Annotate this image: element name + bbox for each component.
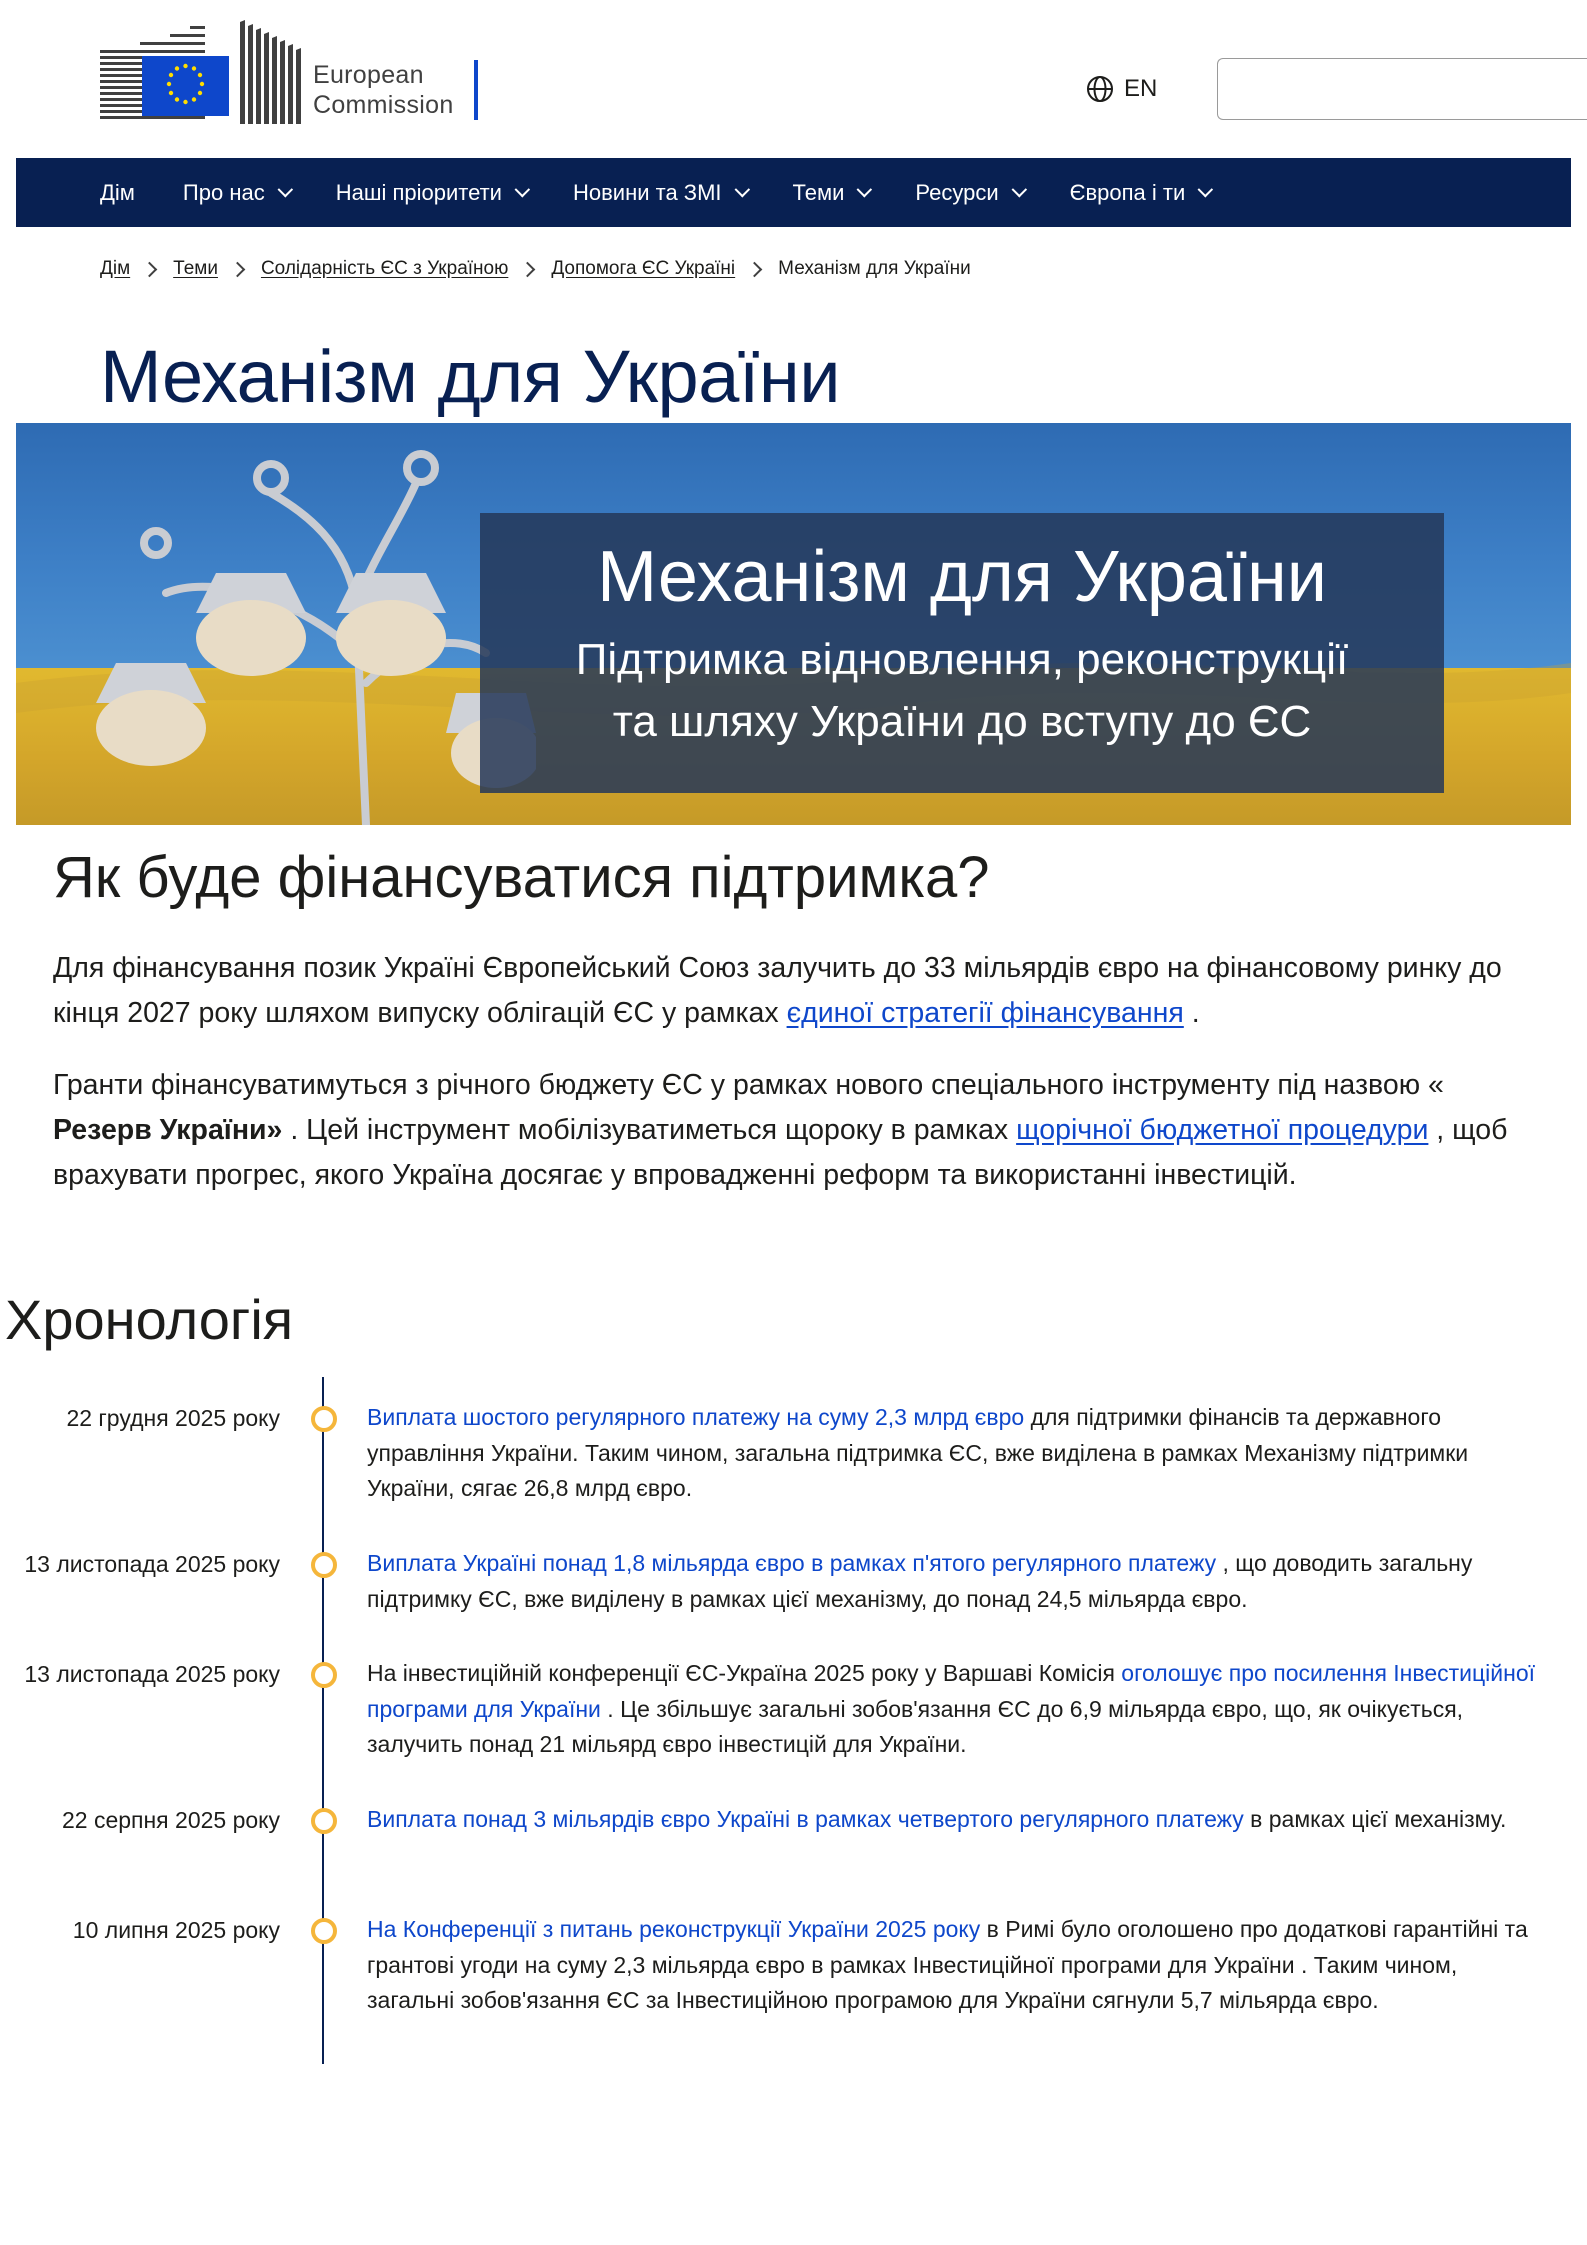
chevron-down-icon (734, 182, 750, 198)
breadcrumb-link-home[interactable]: Дім (100, 258, 131, 279)
hero-banner (16, 423, 1571, 825)
entry-link[interactable]: На Конференції з питань реконструкції України 2025 року (367, 1916, 981, 1942)
timeline-entry (367, 1546, 1542, 1617)
paragraph-text: Для фінансування позик Україні Європейський Союз залучить до 33 мільярдів євро на фінансовому ринку до кінця 2027 року шляхом випуску облігацій ЄС у рамках (53, 952, 1502, 1029)
hero-title: Механізм для України (597, 537, 1327, 617)
funding-strategy-link[interactable]: єдиної стратегії фінансування (786, 997, 1184, 1029)
chevron-right-icon (142, 261, 158, 277)
timeline-dot (311, 1406, 337, 1432)
chevron-right-icon (230, 261, 246, 277)
hero-subtitle-line: та шляху України до вступу до ЄС (612, 697, 1312, 746)
financing-paragraph-grants (53, 1063, 1543, 1198)
language-code: EN (1124, 75, 1158, 102)
timeline-date: 22 серпня 2025 року (61, 1807, 280, 1833)
search-input[interactable] (1217, 58, 1587, 120)
nav-label: Європа і ти (1069, 179, 1186, 205)
nav-label: Дім (100, 179, 135, 205)
nav-item-resources[interactable] (915, 180, 1021, 206)
entry-text: . Це збільшує загальні зобов'язання ЄС до 6,9 мільярда євро, що, як очікується, залучить понад 21 мільярд євро інвестицій для України. (367, 1695, 1464, 1757)
ukraine-reserve-name: Резерв України» (53, 1114, 283, 1146)
timeline-date: 22 грудня 2025 року (66, 1405, 280, 1431)
paragraph-text: . (1183, 997, 1200, 1029)
breadcrumb-link-solidarity[interactable]: Солідарність ЄС з Україною (260, 258, 509, 279)
chevron-right-icon (520, 261, 536, 277)
entry-link[interactable]: оголошує про посилення Інвестиційної програми для України (367, 1660, 1536, 1722)
timeline-line (322, 1377, 324, 2064)
timeline-date: 13 листопада 2025 року (24, 1661, 280, 1687)
logo-divider (474, 60, 478, 120)
timeline-dot (311, 1918, 337, 1944)
chevron-down-icon (857, 182, 873, 198)
timeline-entry (367, 1802, 1542, 1838)
entry-link[interactable]: Виплата понад 3 мільярдів євро Україні в рамках четвертого регулярного платежу (367, 1806, 1244, 1832)
entry-text: для підтримки фінансів та державного управління України. Таким чином, загальна підтримка ЄС, вже виділена в рамках Механізму підтримки України, сягає 26,8 млрд євро. (367, 1404, 1469, 1501)
annual-budget-procedure-link[interactable]: щорічної бюджетної процедури (1016, 1114, 1429, 1146)
street-lamp-image (56, 423, 536, 825)
breadcrumb-current: Механізм для України (778, 258, 971, 279)
globe-icon (1086, 75, 1114, 103)
timeline-entry (367, 1400, 1542, 1507)
breadcrumb-link-assistance[interactable]: Допомога ЄС Україні (551, 258, 736, 279)
nav-item-news[interactable] (573, 180, 745, 206)
logo-line-commission: Commission (313, 91, 454, 119)
entry-text: , що доводить загальну підтримку ЄС, вже виділену в рамках цієї механізму, до понад 24,5 мільярда євро. (367, 1550, 1473, 1612)
ec-logo-graphic (100, 20, 310, 124)
timeline-dot (311, 1552, 337, 1578)
timeline-date: 13 листопада 2025 року (24, 1551, 280, 1577)
breadcrumb-link-topics[interactable]: Теми (173, 258, 218, 279)
language-selector[interactable] (1086, 72, 1157, 106)
nav-item-priorities[interactable] (336, 180, 525, 206)
nav-item-about[interactable] (183, 180, 288, 206)
hero-subtitle (480, 629, 1444, 753)
nav-label: Теми (792, 179, 845, 205)
hero-text-box (480, 513, 1444, 793)
logo-text (313, 60, 454, 120)
nav-item-europe-and-you[interactable] (1070, 180, 1209, 206)
chevron-down-icon (1011, 182, 1027, 198)
nav-item-home[interactable] (100, 180, 135, 206)
entry-link[interactable]: Виплата Україні понад 1,8 мільярда євро в рамках п'ятого регулярного платежу (367, 1550, 1217, 1576)
timeline-date: 10 липня 2025 року (72, 1917, 280, 1943)
chevron-right-icon (747, 261, 763, 277)
section-heading: Як буде фінансуватися підтримка? (53, 845, 990, 910)
chevron-down-icon (1198, 182, 1214, 198)
paragraph-text: . Цей інструмент мобілізуватиметься щороку в рамках (282, 1114, 1017, 1146)
nav-label: Про нас (182, 179, 265, 205)
chevron-down-icon (277, 182, 293, 198)
paragraph-text: Гранти фінансуватимуться з річного бюджету ЄС у рамках нового спеціального інструменту під назвою « (53, 1069, 1444, 1101)
timeline-dot (311, 1808, 337, 1834)
timeline-heading: Хронологія (5, 1288, 294, 1351)
logo-line-european: European (313, 61, 424, 89)
financing-paragraph-loans (53, 946, 1543, 1036)
nav-label: Ресурси (915, 179, 999, 205)
nav-label: Наші пріоритети (335, 179, 502, 205)
main-navigation (16, 158, 1571, 227)
chevron-down-icon (515, 182, 531, 198)
entry-text: На інвестиційній конференції ЄС-Україна 2025 року у Варшаві Комісія (367, 1660, 1122, 1686)
timeline-dot (311, 1662, 337, 1688)
entry-text: в Римі було оголошено про додаткові гарантійні та грантові угоди на суму 2,3 мільярда євро в рамках Інвестиційної програми для України . Таким чином, загальні зобов'язання ЄС за Інвестиційною програмою для України сягнули 5,7 мільярда євро. (367, 1916, 1528, 2013)
nav-label: Новини та ЗМІ (572, 179, 722, 205)
entry-link[interactable]: Виплата шостого регулярного платежу на суму 2,3 млрд євро (367, 1404, 1025, 1430)
breadcrumb (100, 258, 971, 280)
paragraph-text: , щоб врахувати прогрес, якого Україна досягає у впровадженні реформ та використанні інвестицій. (53, 1114, 1508, 1191)
timeline-entry (367, 1912, 1542, 2019)
hero-subtitle-line: Підтримка відновлення, реконструкції (575, 635, 1349, 684)
timeline-entry (367, 1656, 1542, 1763)
page-title: Механізм для України (100, 335, 841, 418)
nav-item-topics[interactable] (793, 180, 868, 206)
entry-text: в рамках цієї механізму. (1243, 1806, 1507, 1832)
